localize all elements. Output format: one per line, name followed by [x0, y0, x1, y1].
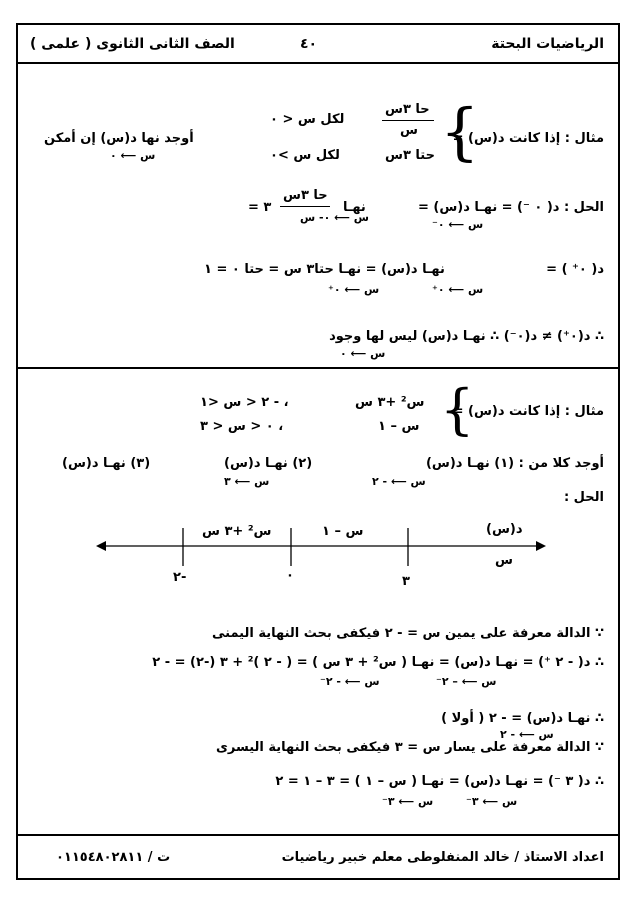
example2-task: أوجد كلا من : (١) نهـا د(س) — [425, 456, 604, 471]
example1-case1-num: حا ٣س — [385, 102, 430, 117]
solution2-line5-sub2: س ⟵ ٣⁻ — [382, 795, 434, 808]
solution1-result: = ٣ — [248, 200, 272, 215]
footer-phone: ت / ٠١١٥٤٨٠٢٨١١ — [56, 850, 171, 865]
footer-divider — [18, 834, 618, 836]
example2-label: مثال : إذا كانت د(س) = — [452, 404, 604, 419]
header-grade: الصف الثانى الثانوى ( علمى ) — [30, 36, 235, 52]
solution1-lim2: نهـا — [343, 200, 366, 215]
solution1-frac-num: حا ٣س — [283, 188, 328, 203]
solution2-line2-sub1: س ⟵ – ٢⁻ — [436, 675, 497, 688]
tick-label: ٠ — [286, 568, 294, 583]
example2-solution-label: الحل : — [563, 490, 604, 505]
example1-case2-cond: لكل س >٠ — [270, 148, 340, 163]
example2-task-sub1: س ⟵ - ٢ — [372, 475, 426, 488]
tick-label: ٣ — [402, 574, 410, 589]
solution2-line5-sub1: س ⟵ ٣⁻ — [466, 795, 518, 808]
tick-label: ٢- — [173, 570, 187, 585]
example1-case1-cond: لكل س < ٠ — [270, 112, 345, 127]
example2-brace: { — [440, 378, 475, 441]
solution2-line5: ∴ د( ٣ ⁻) = نهـا د(س) = نهـا ( س – ١ ) = ٣ – ١ = ٢ — [275, 774, 604, 789]
example2-task2: (٢) نهـا د(س) — [224, 456, 313, 471]
number-line-segment-left: س² +٣ س — [202, 524, 272, 539]
solution1-left-label: الحل : د( ٠ ⁻) = — [501, 200, 604, 215]
example2-task3: (٣) نهـا د(س) — [62, 456, 151, 471]
solution2-line1: ∵ الدالة معرفة على يمين س = - ٢ فيكفى بحث النهاية اليمنى — [212, 626, 604, 641]
solution2-line2-sub2: س ⟵ - ٢⁻ — [320, 675, 380, 688]
number-line-func-label: د(س) — [486, 522, 523, 537]
header-subject: الرياضيات البحتة — [491, 36, 604, 52]
example1-task-sub: س ⟵ ٠ — [110, 149, 156, 162]
example1-task: أوجد نها د(س) إن أمكن — [44, 131, 194, 146]
solution1-lim2-sub: س ⟵ ٠- س — [300, 211, 369, 224]
example2-case2-expr: س – ١ — [378, 419, 420, 434]
solution1-lim3-sub1: س ⟵ ٠⁺ — [432, 283, 484, 296]
number-line-segment-right: س – ١ — [322, 524, 364, 539]
solution1-right-label: د( ٠⁺ ) = — [546, 262, 604, 277]
page-number: ٤٠ — [300, 36, 318, 52]
solution1-lim1: نهـا د(س) = — [418, 200, 498, 215]
solution1-lim3: نهـا د(س) = نهـا حتا٣ س = حتا ٠ = ١ — [204, 262, 445, 277]
solution1-conclusion-sub: س ⟵ ٠ — [340, 347, 386, 360]
solution2-line4: ∵ الدالة معرفة على يسار س = ٣ فيكفى بحث النهاية اليسرى — [216, 740, 604, 755]
example1-brace: { — [440, 95, 480, 168]
solution2-line2: ∴ د( - ٢ ⁺) = نهـا د(س) = نهـا ( س² + ٣ س ) = ( - ٢ )² + ٣ (-٢) = - ٢ — [152, 655, 604, 670]
solution2-line3-sub: س ⟵ - ٢ — [500, 728, 554, 741]
example1-case2-expr: حتا ٣س — [385, 148, 435, 163]
example1-label: مثال : إذا كانت د(س) = — [452, 131, 604, 146]
footer-author: اعداد الاستاذ / خالد المنفلوطى معلم خبير رياضيات — [281, 850, 604, 865]
example2-case2-cond: ، ٠ < س < ٣ — [200, 419, 284, 434]
example2-task-sub2: س ⟵ ٣ — [224, 475, 270, 488]
solution1-conclusion: ∴ د(٠⁺) ≠ د(٠⁻) ∴ نهـا د(س) ليس لها وجود — [329, 329, 604, 344]
solution2-line3: ∴ نهـا د(س) = - ٢ ( أولا ) — [441, 711, 604, 726]
solution1-lim1-sub: س ⟵ ٠⁻ — [432, 218, 484, 231]
example2-case1-cond: ، - ٢ < س <١ — [200, 395, 289, 410]
example2-case1-expr: س² +٣ س — [355, 395, 425, 410]
example1-case1-den: س — [400, 123, 418, 138]
number-line-var-label: س — [495, 553, 513, 568]
solution1-lim3-sub2: س ⟵ ٠⁺ — [328, 283, 380, 296]
